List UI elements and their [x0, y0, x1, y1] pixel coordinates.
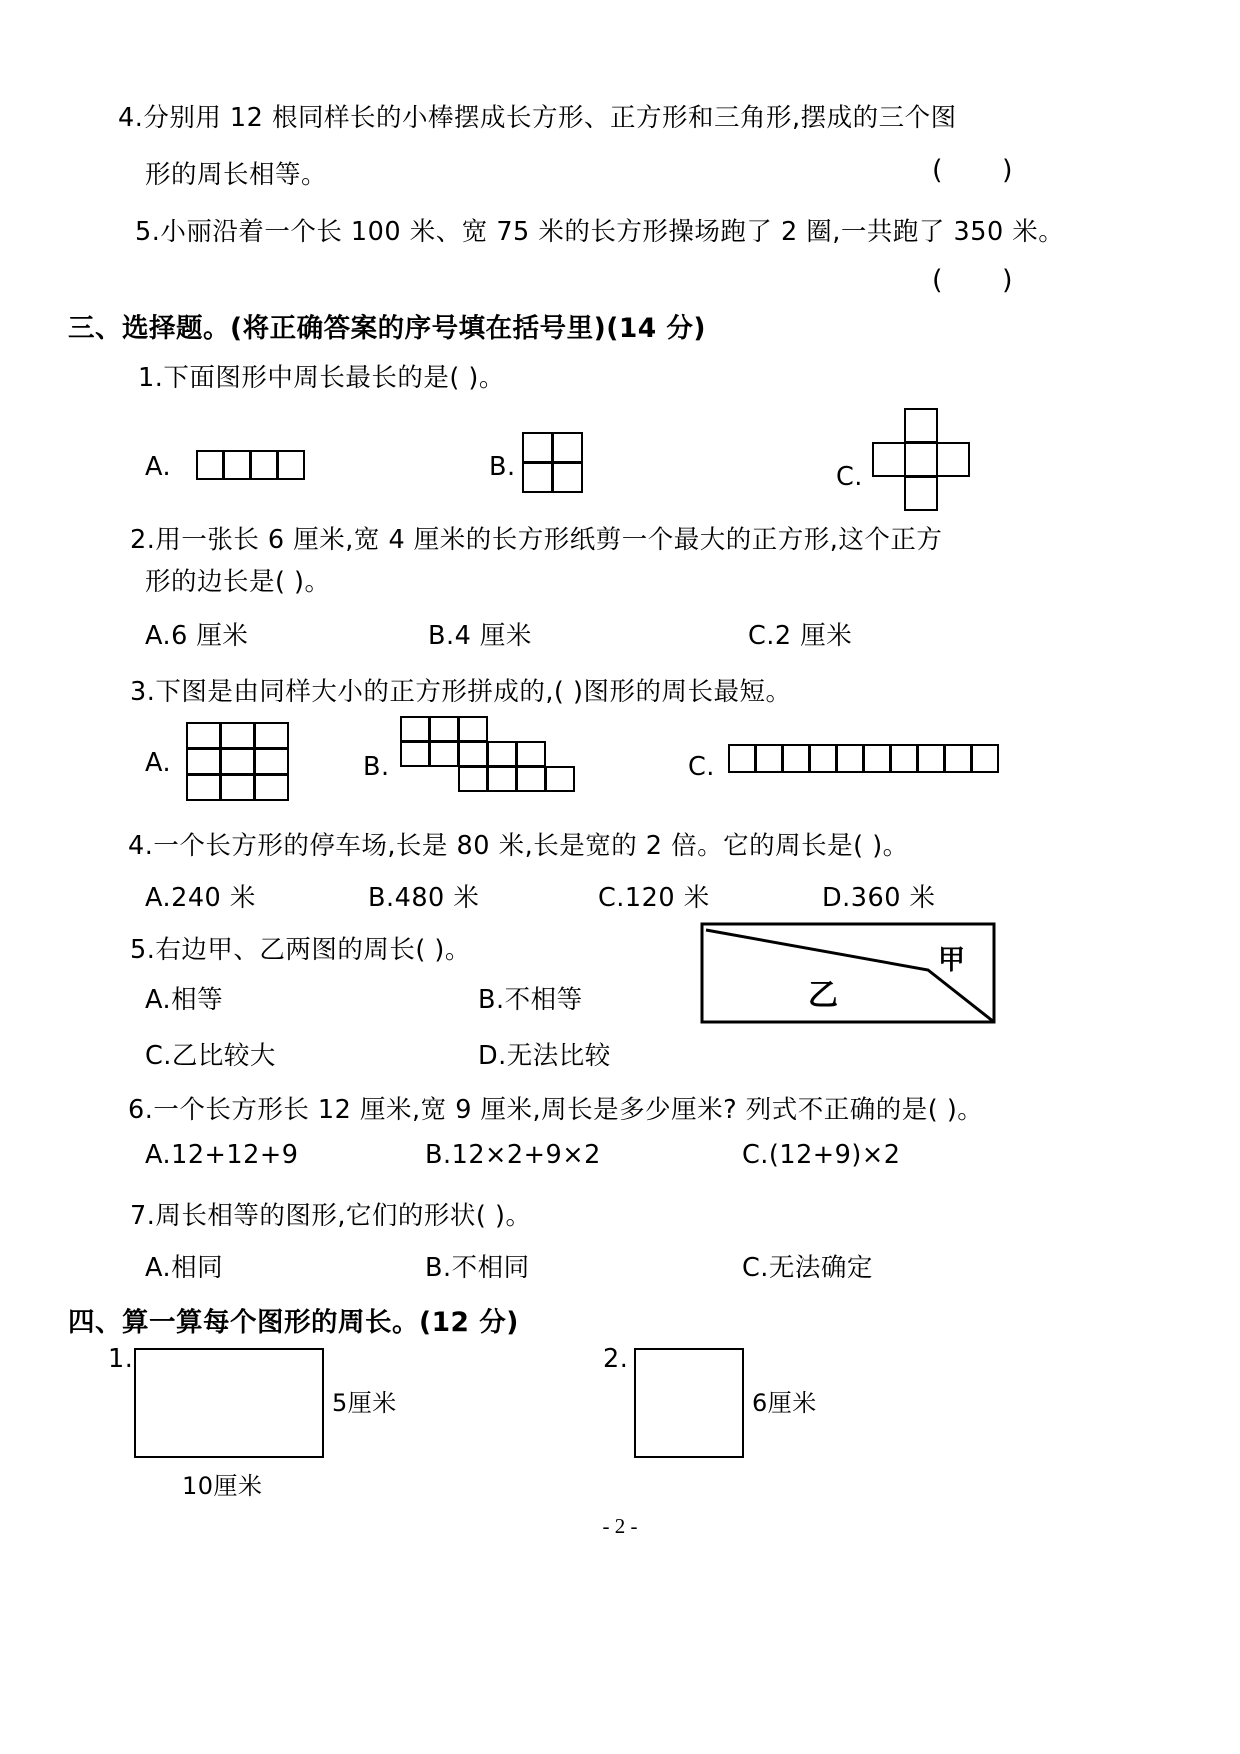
question-5-option-c: C.乙比较大 — [145, 1041, 276, 1071]
question-6-option-c: C.(12+9)×2 — [742, 1140, 901, 1170]
question-2-line1: 2.用一张长 6 厘米,宽 4 厘米的长方形纸剪一个最大的正方形,这个正方 — [130, 525, 943, 555]
compute-fig1-number: 1. — [108, 1344, 134, 1374]
compute-fig1-rectangle — [134, 1348, 324, 1458]
compute-fig1-height-label: 5厘米 — [332, 1389, 397, 1417]
question-5-option-a: A.相等 — [145, 985, 224, 1015]
question-3-figure-a — [186, 722, 290, 800]
question-2-option-b: B.4 厘米 — [428, 621, 532, 651]
question-2-line2: 形的边长是( )。 — [145, 567, 331, 597]
question-1-figure-c — [872, 408, 972, 513]
question-1-option-c-label: C. — [836, 462, 863, 492]
question-1-text: 1.下面图形中周长最长的是( )。 — [138, 363, 505, 393]
question-3-option-a-label: A. — [145, 748, 172, 778]
compute-fig2-side-label: 6厘米 — [752, 1389, 817, 1417]
question-7-option-b: B.不相同 — [425, 1253, 530, 1283]
question-6-option-b: B.12×2+9×2 — [425, 1140, 601, 1170]
question-5-figure-label-yi: 乙 — [808, 978, 839, 1013]
question-5-text: 5.右边甲、乙两图的周长( )。 — [130, 935, 471, 965]
question-1-figure-a — [196, 450, 306, 480]
tf-item-4-line2: 形的周长相等。 — [145, 160, 328, 190]
question-3-option-b-label: B. — [363, 752, 390, 782]
question-4-option-d: D.360 米 — [822, 883, 936, 913]
compute-fig2-square — [634, 1348, 744, 1458]
tf-item-5-bracket-left: ( — [932, 265, 944, 296]
tf-item-5-bracket-right: ) — [1002, 265, 1014, 296]
question-5-option-b: B.不相等 — [478, 985, 583, 1015]
question-2-option-a: A.6 厘米 — [145, 621, 249, 651]
question-5-figure-label-jia: 甲 — [938, 945, 966, 976]
tf-item-4-bracket-left: ( — [932, 155, 944, 186]
question-3-option-c-label: C. — [688, 752, 715, 782]
compute-fig2-number: 2. — [603, 1344, 629, 1374]
page-number: - 2 - — [602, 1514, 638, 1538]
question-5-figure — [700, 922, 998, 1026]
question-7-text: 7.周长相等的图形,它们的形状( )。 — [130, 1201, 532, 1231]
question-6-option-a: A.12+12+9 — [145, 1140, 299, 1170]
question-1-option-b-label: B. — [489, 452, 516, 482]
question-2-option-c: C.2 厘米 — [748, 621, 853, 651]
question-7-option-c: C.无法确定 — [742, 1253, 873, 1283]
question-3-text: 3.下图是由同样大小的正方形拼成的,( )图形的周长最短。 — [130, 677, 792, 707]
question-4-option-a: A.240 米 — [145, 883, 256, 913]
question-7-option-a: A.相同 — [145, 1253, 224, 1283]
question-4-text: 4.一个长方形的停车场,长是 80 米,长是宽的 2 倍。它的周长是( )。 — [128, 831, 909, 861]
tf-item-4-line1: 4.分别用 12 根同样长的小棒摆成长方形、正方形和三角形,摆成的三个图 — [118, 103, 957, 133]
question-3-figure-c — [728, 744, 1008, 774]
question-1-option-a-label: A. — [145, 452, 172, 482]
question-1-figure-b — [522, 432, 584, 494]
compute-fig1-width-label: 10厘米 — [182, 1472, 263, 1500]
section-compute-heading: 四、算一算每个图形的周长。(12 分) — [68, 1307, 519, 1338]
section-choice-heading: 三、选择题。(将正确答案的序号填在括号里)(14 分) — [68, 313, 707, 344]
tf-item-4-bracket-right: ) — [1002, 155, 1014, 186]
question-4-option-b: B.480 米 — [368, 883, 480, 913]
tf-item-5-line1: 5.小丽沿着一个长 100 米、宽 75 米的长方形操场跑了 2 圈,一共跑了 350 米。 — [135, 217, 1065, 247]
question-3-figure-b — [400, 716, 630, 796]
question-6-text: 6.一个长方形长 12 厘米,宽 9 厘米,周长是多少厘米? 列式不正确的是( )。 — [128, 1095, 984, 1125]
question-5-option-d: D.无法比较 — [478, 1041, 611, 1071]
question-4-option-c: C.120 米 — [598, 883, 710, 913]
